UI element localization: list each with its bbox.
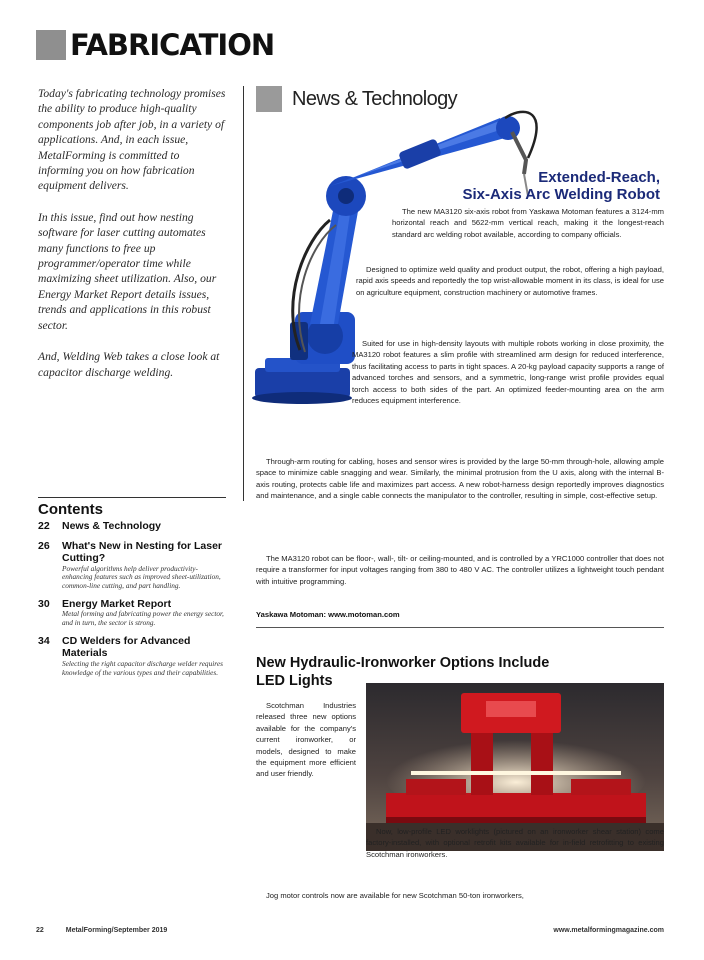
headline-line: Extended-Reach, bbox=[538, 169, 660, 186]
toc-description: Metal forming and fabricating power the energy sector, and in turn, the sector is strong. bbox=[62, 609, 224, 628]
toc-heading: Energy Market Report bbox=[62, 597, 172, 610]
article-paragraph: Scotchman Industries released three new options available for the company's current ironworker, or models, designed to make the equipment more efficient and user friendly. bbox=[256, 701, 356, 779]
news-header bbox=[256, 86, 457, 112]
article-headline bbox=[360, 169, 660, 203]
article-paragraph: Now, low-profile LED worklights (pictured on an ironworker shear station) come factory-installed, with optional retrofit kits available for in-field retrofitting to existing Scotchman ironworkers. bbox=[366, 827, 664, 859]
article-paragraph-wrap bbox=[256, 826, 664, 886]
toc-page-number: 30 bbox=[38, 597, 50, 610]
toc-page-number: 22 bbox=[38, 520, 50, 532]
toc-description: Powerful algorithms help deliver productivity-enhancing features such as improved sheet-utilization, common-line cutting, and part handling. bbox=[62, 563, 221, 591]
article-paragraph: The MA3120 robot can be floor-, wall-, tilt- or ceiling-mounted, and is controlled by a YRC1000 controller that does not require a transformer for input voltages ranging from 380 to 480 V AC. The controller utilizes a lightweight touch pendant with intuitive programming. bbox=[256, 554, 664, 586]
section-title: FABRICATION bbox=[70, 28, 275, 62]
toc-page-number: 26 bbox=[38, 539, 50, 552]
toc-item[interactable] bbox=[38, 598, 226, 628]
article-paragraph: Jog motor controls now are available for new Scotchman 50-ton ironworkers, bbox=[266, 891, 524, 900]
issue-label: MetalForming/September 2019 bbox=[65, 927, 168, 934]
toc-heading: News & Technology bbox=[62, 520, 161, 532]
intro-paragraph: And, Welding Web takes a close look at capacitor discharge welding. bbox=[38, 350, 220, 379]
toc-description: Selecting the right capacitor discharge welder requires knowledge of the various types and their capabilities. bbox=[62, 658, 223, 677]
column-divider bbox=[243, 86, 244, 501]
article-divider bbox=[256, 627, 664, 628]
toc-heading: CD Welders for Advanced Materials bbox=[62, 634, 191, 660]
footer-left bbox=[36, 927, 167, 934]
text-wrap-spacer bbox=[256, 826, 366, 850]
intro-paragraph: Today's fabricating technology promises the ability to produce high-quality components job after job, in a variety of applications. And, in each issue, MetalForming is committed to informing you on how fabrication equipment delivers. bbox=[38, 87, 226, 193]
intro-column bbox=[38, 86, 226, 396]
news-marker bbox=[256, 86, 282, 112]
article-paragraph: The new MA3120 six-axis robot from Yaskawa Motoman features a 3124-mm horizontal reach and 5622-mm vertical reach, making it the longest-reach standard arc welding robot available, according to company officials. bbox=[392, 207, 664, 239]
footer-url[interactable]: www.metalformingmagazine.com bbox=[553, 927, 664, 934]
section-header bbox=[36, 28, 274, 62]
toc-item[interactable] bbox=[38, 635, 226, 678]
news-title: News & Technology bbox=[292, 87, 458, 110]
intro-paragraph: In this issue, find out how nesting software for laser cutting automates many functions to free up programmer/operator time while maximizing sheet utilization. Also, our Energy Market Report details issues, trends and applications in this robust sector. bbox=[38, 210, 217, 332]
toc-heading: What's New in Nesting for Laser Cutting? bbox=[62, 539, 223, 564]
headline-line: Six-Axis Arc Welding Robot bbox=[462, 186, 660, 203]
headline-line: LED Lights bbox=[256, 673, 333, 689]
page-number: 22 bbox=[36, 927, 44, 934]
article-credit: Yaskawa Motoman: www.motoman.com bbox=[256, 610, 400, 619]
toc-item[interactable] bbox=[38, 520, 226, 533]
toc-item[interactable] bbox=[38, 540, 226, 591]
headline-line: New Hydraulic-Ironworker Options Include bbox=[256, 655, 550, 671]
contents-title: Contents bbox=[38, 501, 103, 518]
section-marker bbox=[36, 30, 66, 60]
article-paragraph: Through-arm routing for cabling, hoses and sensor wires is provided by the large 50-mm through-hole, allowing ample space to minimize cable snagging and wear. Similarly, the minimal protrusion from the U axis, along with the internal B-axis routing, protects cable life and maximizes part access. A new robot-harness design reportedly improves diagnostics and maintenance, and a single cable connects the manipulator to the controller, resulting in simple, cost-effective setup. bbox=[256, 457, 664, 501]
toc-page-number: 34 bbox=[38, 634, 50, 647]
contents-box bbox=[38, 497, 226, 685]
article-paragraph: Suited for use in high-density layouts with multiple robots working in close proximity, the MA3120 robot features a slim profile with streamlined arm design for reduced interference, thus facilitating access to parts in tight spaces. A 20-kg payload capacity supports a range of advanced torches and sensors, and a symmetric, long-range wrist profile provides equal torch access to both sides of the part. An optimized feeder-mounting area on the arm reduces equipment interference. bbox=[352, 339, 664, 406]
article-paragraph: Designed to optimize weld quality and product output, the robot, offering a high payload, rapid axis speeds and reportedly the top wrist-allowable moment in its class, is ideal for use on agriculture equipment, construction machinery or automotive frames. bbox=[356, 265, 664, 297]
